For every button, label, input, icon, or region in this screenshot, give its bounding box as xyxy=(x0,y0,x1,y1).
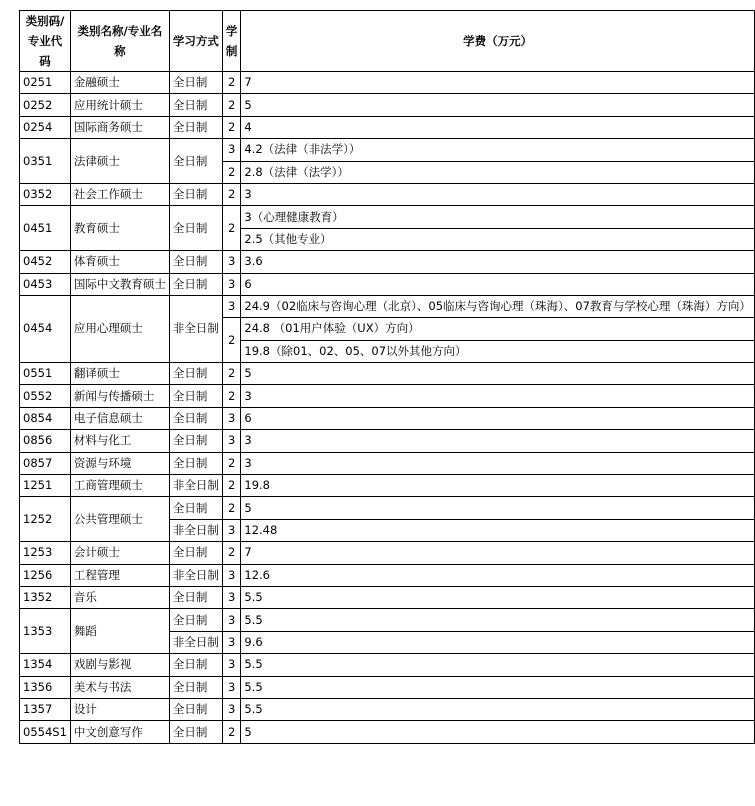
mode-cell: 全日制 xyxy=(169,430,222,452)
mode-cell: 非全日制 xyxy=(169,631,222,653)
code-cell: 0451 xyxy=(20,206,71,251)
fee-cell: 6 xyxy=(241,273,755,295)
name-cell: 社会工作硕士 xyxy=(70,183,169,205)
years-cell: 3 xyxy=(222,407,241,429)
fee-cell: 3 xyxy=(241,452,755,474)
mode-cell: 全日制 xyxy=(169,273,222,295)
fee-cell: 7 xyxy=(241,542,755,564)
code-cell: 0252 xyxy=(20,94,71,116)
code-cell: 0857 xyxy=(20,452,71,474)
table-row xyxy=(20,206,755,228)
mode-cell: 全日制 xyxy=(169,497,222,519)
header-row xyxy=(20,11,755,72)
years-cell: 3 xyxy=(222,586,241,608)
fee-cell: 12.48 xyxy=(241,519,755,541)
fee-cell: 24.8 （01用户体验（UX）方向） xyxy=(241,318,755,340)
table-row xyxy=(20,72,755,94)
table-row xyxy=(20,116,755,138)
name-cell: 公共管理硕士 xyxy=(70,497,169,542)
mode-cell: 非全日制 xyxy=(169,295,222,362)
mode-cell: 全日制 xyxy=(169,609,222,631)
table-row xyxy=(20,497,755,519)
code-cell: 0251 xyxy=(20,72,71,94)
years-cell: 2 xyxy=(222,161,241,183)
fee-cell: 5.5 xyxy=(241,586,755,608)
name-cell: 美术与书法 xyxy=(70,676,169,698)
fee-cell: 5.5 xyxy=(241,609,755,631)
fee-cell: 6 xyxy=(241,407,755,429)
table-row xyxy=(20,295,755,317)
name-cell: 法律硕士 xyxy=(70,139,169,184)
table-row xyxy=(20,183,755,205)
name-cell: 资源与环境 xyxy=(70,452,169,474)
years-cell: 2 xyxy=(222,206,241,251)
mode-cell: 全日制 xyxy=(169,385,222,407)
mode-cell: 全日制 xyxy=(169,206,222,251)
years-cell: 3 xyxy=(222,295,241,317)
years-cell: 2 xyxy=(222,183,241,205)
mode-cell: 全日制 xyxy=(169,721,222,743)
name-cell: 中文创意写作 xyxy=(70,721,169,743)
code-cell: 1251 xyxy=(20,475,71,497)
name-cell: 国际中文教育硕士 xyxy=(70,273,169,295)
mode-cell: 非全日制 xyxy=(169,564,222,586)
fee-cell: 3.6 xyxy=(241,251,755,273)
years-cell: 2 xyxy=(222,721,241,743)
name-cell: 音乐 xyxy=(70,586,169,608)
mode-cell: 全日制 xyxy=(169,116,222,138)
header-code: 类别码/专业代码 xyxy=(20,11,71,72)
header-name: 类别名称/专业名称 xyxy=(70,11,169,72)
table-row xyxy=(20,564,755,586)
mode-cell: 全日制 xyxy=(169,363,222,385)
years-cell: 2 xyxy=(222,452,241,474)
name-cell: 舞蹈 xyxy=(70,609,169,654)
years-cell: 3 xyxy=(222,430,241,452)
code-cell: 0454 xyxy=(20,295,71,362)
code-cell: 0856 xyxy=(20,430,71,452)
table-row xyxy=(20,94,755,116)
mode-cell: 全日制 xyxy=(169,407,222,429)
name-cell: 国际商务硕士 xyxy=(70,116,169,138)
years-cell: 2 xyxy=(222,385,241,407)
mode-cell: 全日制 xyxy=(169,139,222,184)
name-cell: 工程管理 xyxy=(70,564,169,586)
table-row xyxy=(20,452,755,474)
table-row xyxy=(20,721,755,743)
fee-cell: 7 xyxy=(241,72,755,94)
fee-cell: 2.8（法律（法学）） xyxy=(241,161,755,183)
name-cell: 应用统计硕士 xyxy=(70,94,169,116)
years-cell: 3 xyxy=(222,251,241,273)
code-cell: 0452 xyxy=(20,251,71,273)
years-cell: 3 xyxy=(222,273,241,295)
years-cell: 3 xyxy=(222,139,241,161)
fee-cell: 3 xyxy=(241,385,755,407)
years-cell: 3 xyxy=(222,564,241,586)
fee-cell: 12.6 xyxy=(241,564,755,586)
name-cell: 戏剧与影视 xyxy=(70,654,169,676)
mode-cell: 全日制 xyxy=(169,542,222,564)
fee-cell: 5 xyxy=(241,94,755,116)
fee-cell: 24.9（02临床与咨询心理（北京）、05临床与咨询心理（珠海）、07教育与学校心理（珠海）方向） xyxy=(241,295,755,317)
table-row xyxy=(20,698,755,720)
table-row xyxy=(20,475,755,497)
fee-cell: 5.5 xyxy=(241,654,755,676)
fee-cell: 19.8 xyxy=(241,475,755,497)
code-cell: 0352 xyxy=(20,183,71,205)
code-cell: 1357 xyxy=(20,698,71,720)
tuition-table xyxy=(19,10,755,744)
mode-cell: 全日制 xyxy=(169,94,222,116)
mode-cell: 全日制 xyxy=(169,72,222,94)
name-cell: 设计 xyxy=(70,698,169,720)
table-row xyxy=(20,363,755,385)
years-cell: 2 xyxy=(222,116,241,138)
years-cell: 3 xyxy=(222,654,241,676)
mode-cell: 非全日制 xyxy=(169,475,222,497)
name-cell: 材料与化工 xyxy=(70,430,169,452)
table-row xyxy=(20,586,755,608)
table-row xyxy=(20,542,755,564)
years-cell: 3 xyxy=(222,676,241,698)
code-cell: 0551 xyxy=(20,363,71,385)
fee-cell: 5 xyxy=(241,497,755,519)
mode-cell: 非全日制 xyxy=(169,519,222,541)
mode-cell: 全日制 xyxy=(169,452,222,474)
code-cell: 1354 xyxy=(20,654,71,676)
fee-cell: 19.8（除01、02、05、07以外其他方向） xyxy=(241,340,755,362)
fee-cell: 3 xyxy=(241,430,755,452)
fee-cell: 4 xyxy=(241,116,755,138)
code-cell: 1253 xyxy=(20,542,71,564)
name-cell: 教育硕士 xyxy=(70,206,169,251)
code-cell: 1256 xyxy=(20,564,71,586)
table-row xyxy=(20,430,755,452)
code-cell: 1353 xyxy=(20,609,71,654)
mode-cell: 全日制 xyxy=(169,251,222,273)
fee-cell: 2.5（其他专业） xyxy=(241,228,755,250)
name-cell: 翻译硕士 xyxy=(70,363,169,385)
years-cell: 3 xyxy=(222,609,241,631)
header-mode: 学习方式 xyxy=(169,11,222,72)
fee-cell: 9.6 xyxy=(241,631,755,653)
table-row xyxy=(20,609,755,631)
name-cell: 电子信息硕士 xyxy=(70,407,169,429)
mode-cell: 全日制 xyxy=(169,183,222,205)
mode-cell: 全日制 xyxy=(169,698,222,720)
table-row xyxy=(20,676,755,698)
mode-cell: 全日制 xyxy=(169,654,222,676)
years-cell: 2 xyxy=(222,497,241,519)
header-fee: 学费（万元） xyxy=(241,11,755,72)
years-cell: 2 xyxy=(222,94,241,116)
code-cell: 1352 xyxy=(20,586,71,608)
name-cell: 会计硕士 xyxy=(70,542,169,564)
code-cell: 0554S1 xyxy=(20,721,71,743)
mode-cell: 全日制 xyxy=(169,586,222,608)
mode-cell: 全日制 xyxy=(169,676,222,698)
years-cell: 2 xyxy=(222,363,241,385)
fee-cell: 5.5 xyxy=(241,676,755,698)
fee-cell: 3 xyxy=(241,183,755,205)
years-cell: 2 xyxy=(222,475,241,497)
code-cell: 1356 xyxy=(20,676,71,698)
fee-cell: 3（心理健康教育） xyxy=(241,206,755,228)
code-cell: 0552 xyxy=(20,385,71,407)
table-row xyxy=(20,385,755,407)
code-cell: 0854 xyxy=(20,407,71,429)
table-row xyxy=(20,654,755,676)
years-cell: 3 xyxy=(222,519,241,541)
code-cell: 1252 xyxy=(20,497,71,542)
fee-cell: 4.2（法律（非法学）） xyxy=(241,139,755,161)
table-row xyxy=(20,139,755,161)
code-cell: 0453 xyxy=(20,273,71,295)
name-cell: 新闻与传播硕士 xyxy=(70,385,169,407)
years-cell: 3 xyxy=(222,698,241,720)
years-cell: 2 xyxy=(222,318,241,363)
code-cell: 0254 xyxy=(20,116,71,138)
table-row xyxy=(20,251,755,273)
years-cell: 2 xyxy=(222,72,241,94)
years-cell: 3 xyxy=(222,631,241,653)
name-cell: 金融硕士 xyxy=(70,72,169,94)
years-cell: 2 xyxy=(222,542,241,564)
name-cell: 应用心理硕士 xyxy=(70,295,169,362)
name-cell: 工商管理硕士 xyxy=(70,475,169,497)
fee-cell: 5.5 xyxy=(241,698,755,720)
table-row xyxy=(20,273,755,295)
code-cell: 0351 xyxy=(20,139,71,184)
table-row xyxy=(20,407,755,429)
fee-cell: 5 xyxy=(241,363,755,385)
name-cell: 体育硕士 xyxy=(70,251,169,273)
header-years: 学制 xyxy=(222,11,241,72)
fee-cell: 5 xyxy=(241,721,755,743)
